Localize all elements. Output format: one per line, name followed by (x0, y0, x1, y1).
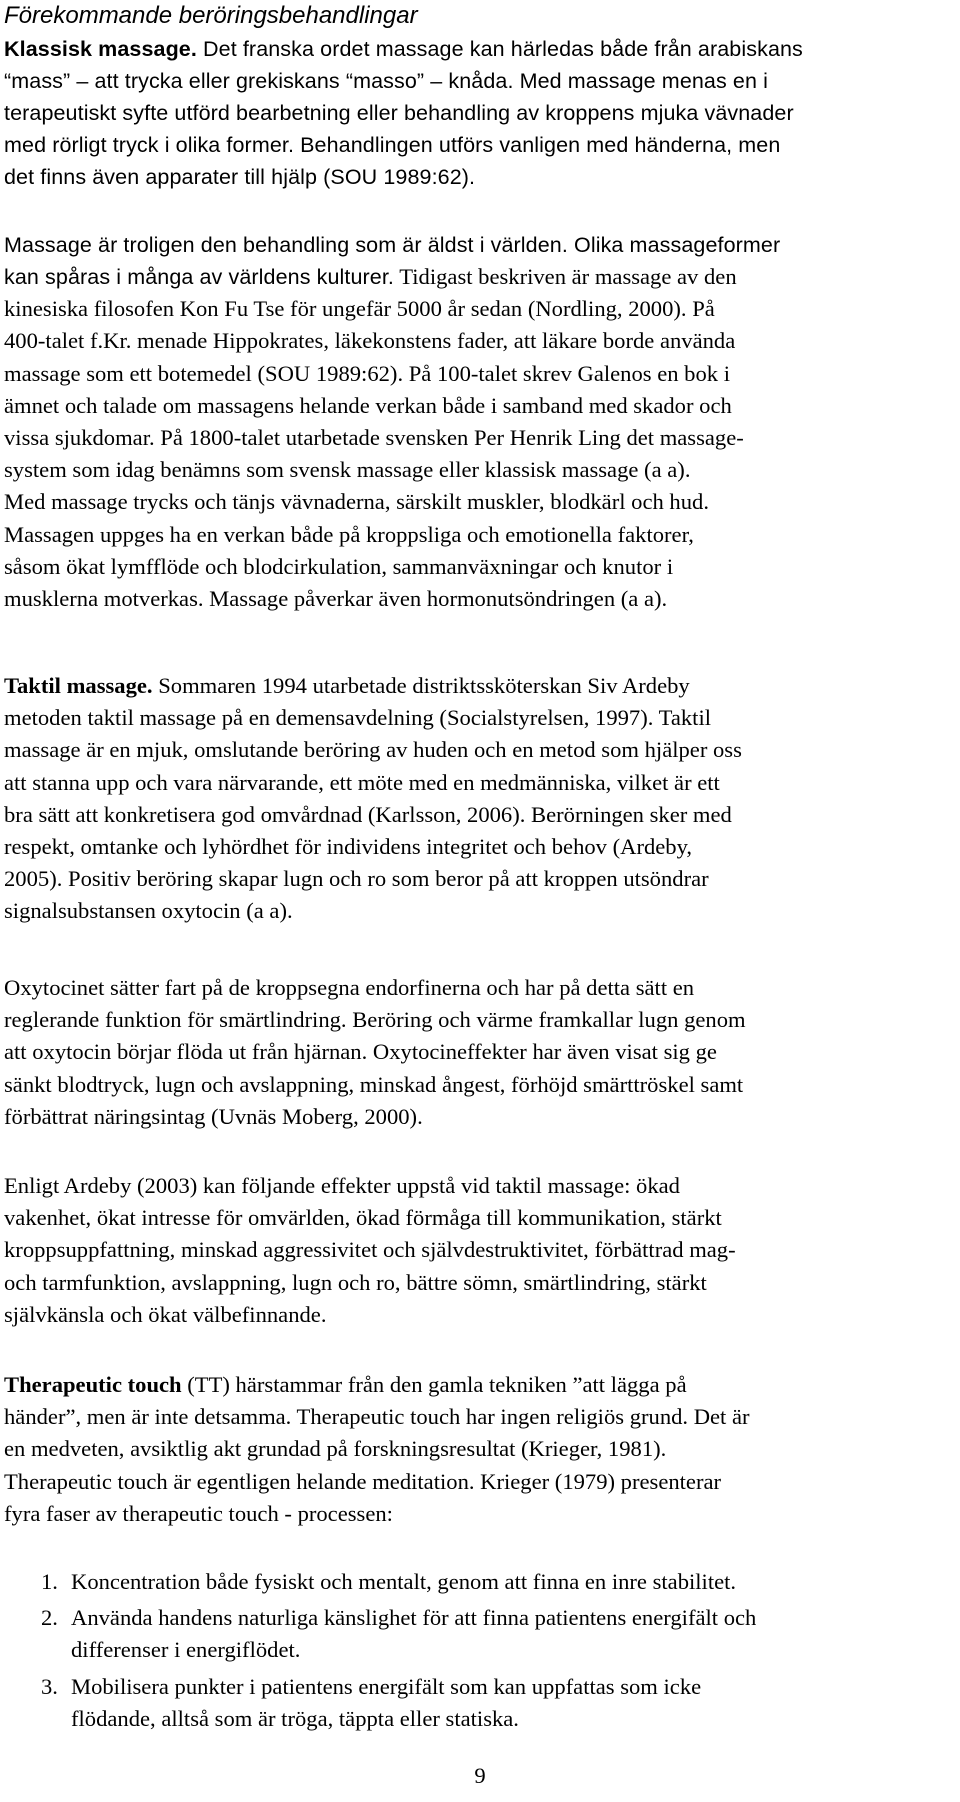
list-item-text: differenser i energiflödet. (71, 1637, 301, 1663)
paragraph-line: förbättrat näringsintag (Uvnäs Moberg, 2000). (4, 1103, 423, 1129)
term-taktil-massage: Taktil massage. (4, 673, 153, 698)
list-item-number: 2. (41, 1605, 58, 1631)
paragraph-line: reglerande funktion för smärtlindring. Beröring och värme framkallar lugn genom (4, 1007, 746, 1033)
paragraph-klassisk-massage (4, 33, 954, 193)
paragraph-line: med rörligt tryck i olika former. Behandlingen utförs vanligen med händerna, men (4, 133, 781, 157)
paragraph-taktil-massage (4, 670, 954, 928)
paragraph-line: att stanna upp och vara närvarande, ett möte med en medmänniska, vilket är ett (4, 769, 720, 795)
paragraph-line: fyra faser av therapeutic touch - processen: (4, 1500, 393, 1526)
paragraph-line: sänkt blodtryck, lugn och avslappning, minskad ångest, förhöjd smärttröskel samt (4, 1071, 744, 1097)
paragraph-line: händer”, men är inte detsamma. Therapeutic touch har ingen religiös grund. Det är (4, 1404, 750, 1430)
paragraph-ardeby-effects (4, 1170, 954, 1331)
paragraph-line: Enligt Ardeby (2003) kan följande effekter uppstå vid taktil massage: ökad (4, 1173, 680, 1198)
paragraph-line: massage är en mjuk, omslutande beröring av huden och en metod som hjälper oss (4, 737, 742, 763)
paragraph-line: metoden taktil massage på en demensavdelning (Socialstyrelsen, 1997). Taktil (4, 705, 712, 731)
paragraph-line: det finns även apparater till hjälp (SOU 1989:62). (4, 165, 476, 189)
paragraph-line: massage som ett botemedel (SOU 1989:62). På 100-talet skrev Galenos en bok i (4, 360, 730, 386)
term-klassisk-massage: Klassisk massage. (4, 37, 197, 61)
list-item-text: Använda handens naturliga känslighet för att finna patientens energifält och (71, 1605, 757, 1631)
paragraph-line: såsom ökat lymfflöde och blodcirkulation, sammanväxningar och knutor i (4, 553, 674, 579)
section-heading: Förekommande beröringsbehandlingar (4, 2, 418, 29)
paragraph-line: kan spåras i många av världens kulturer. Tidigast beskriven är massage av den (4, 264, 737, 289)
paragraph-line: 2005). Positiv beröring skapar lugn och ro som beror på att kroppen utsöndrar (4, 866, 709, 892)
list-item-text: Mobilisera punkter i patientens energifält som kan uppfattas som icke (71, 1673, 702, 1699)
list-item-number: 3. (41, 1673, 58, 1699)
paragraph-line: Massage är troligen den behandling som är äldst i världen. Olika massageformer (4, 233, 781, 257)
process-list (0, 1566, 950, 1739)
paragraph-line: “mass” – att trycka eller grekiskans “masso” – knåda. Med massage menas en i (4, 69, 768, 93)
paragraph-massage-history (4, 229, 954, 615)
paragraph-line: kroppsuppfattning, minskad aggressivitet och självdestruktivitet, förbättrad mag- (4, 1237, 736, 1263)
paragraph-line: självkänsla och ökat välbefinnande. (4, 1301, 327, 1327)
paragraph-line: vakenhet, ökat intresse för omvärlden, ökad förmåga till kommunikation, stärkt (4, 1205, 722, 1231)
paragraph-line: Taktil massage. Sommaren 1994 utarbetade distriktssköterskan Siv Ardeby (4, 673, 690, 698)
paragraph-line: Med massage trycks och tänjs vävnaderna, särskilt muskler, blodkärl och hud. (4, 489, 709, 515)
paragraph-line: Oxytocinet sätter fart på de kroppsegna endorfinerna och har på detta sätt en (4, 975, 695, 1000)
paragraph-line: Klassisk massage. Det franska ordet massage kan härledas både från arabiskans (4, 37, 803, 61)
page-number: 9 (474, 1763, 486, 1788)
paragraph-line: musklerna motverkas. Massage påverkar även hormonutsöndringen (a a). (4, 586, 668, 612)
paragraph-line: terapeutiskt syfte utförd bearbetning eller behandling av kroppens mjuka vävnader (4, 101, 794, 125)
list-item-text: flödande, alltså som är tröga, täppta eller statiska. (71, 1705, 519, 1731)
paragraph-line: respekt, omtanke och lyhördhet för individens integritet och behov (Ardeby, (4, 834, 693, 860)
paragraph-line: och tarmfunktion, avslappning, lugn och ro, bättre sömn, smärtlindring, stärkt (4, 1269, 707, 1295)
list-item (0, 1602, 950, 1666)
paragraph-line: signalsubstansen oxytocin (a a). (4, 898, 293, 924)
list-item (0, 1671, 950, 1735)
paragraph-line: en medveten, avsiktlig akt grundad på forskningsresultat (Krieger, 1981). (4, 1436, 667, 1462)
term-therapeutic-touch: Therapeutic touch (4, 1372, 182, 1397)
paragraph-oxytocin (4, 972, 954, 1133)
paragraph-line: bra sätt att konkretisera god omvårdnad (Karlsson, 2006). Berörningen sker med (4, 801, 732, 827)
paragraph-line: system som idag benämns som svensk massage eller klassisk massage (a a). (4, 457, 691, 483)
paragraph-line: 400-talet f.Kr. menade Hippokrates, läkekonstens fader, att läkare borde använda (4, 328, 736, 354)
paragraph-line: att oxytocin börjar flöda ut från hjärnan. Oxytocineffekter har även visat sig ge (4, 1039, 717, 1065)
paragraph-line: kinesiska filosofen Kon Fu Tse för ungefär 5000 år sedan (Nordling, 2000). På (4, 296, 715, 322)
paragraph-serif-body (4, 293, 954, 615)
list-item-text: Koncentration både fysiskt och mentalt, genom att finna en inre stabilitet. (71, 1569, 737, 1594)
paragraph-line: Massagen uppges ha en verkan både på kroppsliga och emotionella faktorer, (4, 521, 694, 547)
paragraph-line: Therapeutic touch (TT) härstammar från den gamla tekniken ”att lägga på (4, 1372, 687, 1397)
paragraph-line: ämnet och talade om massagens helande verkan både i samband med skador och (4, 392, 732, 418)
paragraph-therapeutic-touch (4, 1369, 954, 1530)
paragraph-line: vissa sjukdomar. På 1800-talet utarbetade svensken Per Henrik Ling det massage- (4, 425, 744, 451)
list-item (0, 1566, 950, 1598)
list-item-number: 1. (41, 1569, 58, 1594)
paragraph-line: Therapeutic touch är egentligen helande meditation. Krieger (1979) presenterar (4, 1468, 722, 1494)
